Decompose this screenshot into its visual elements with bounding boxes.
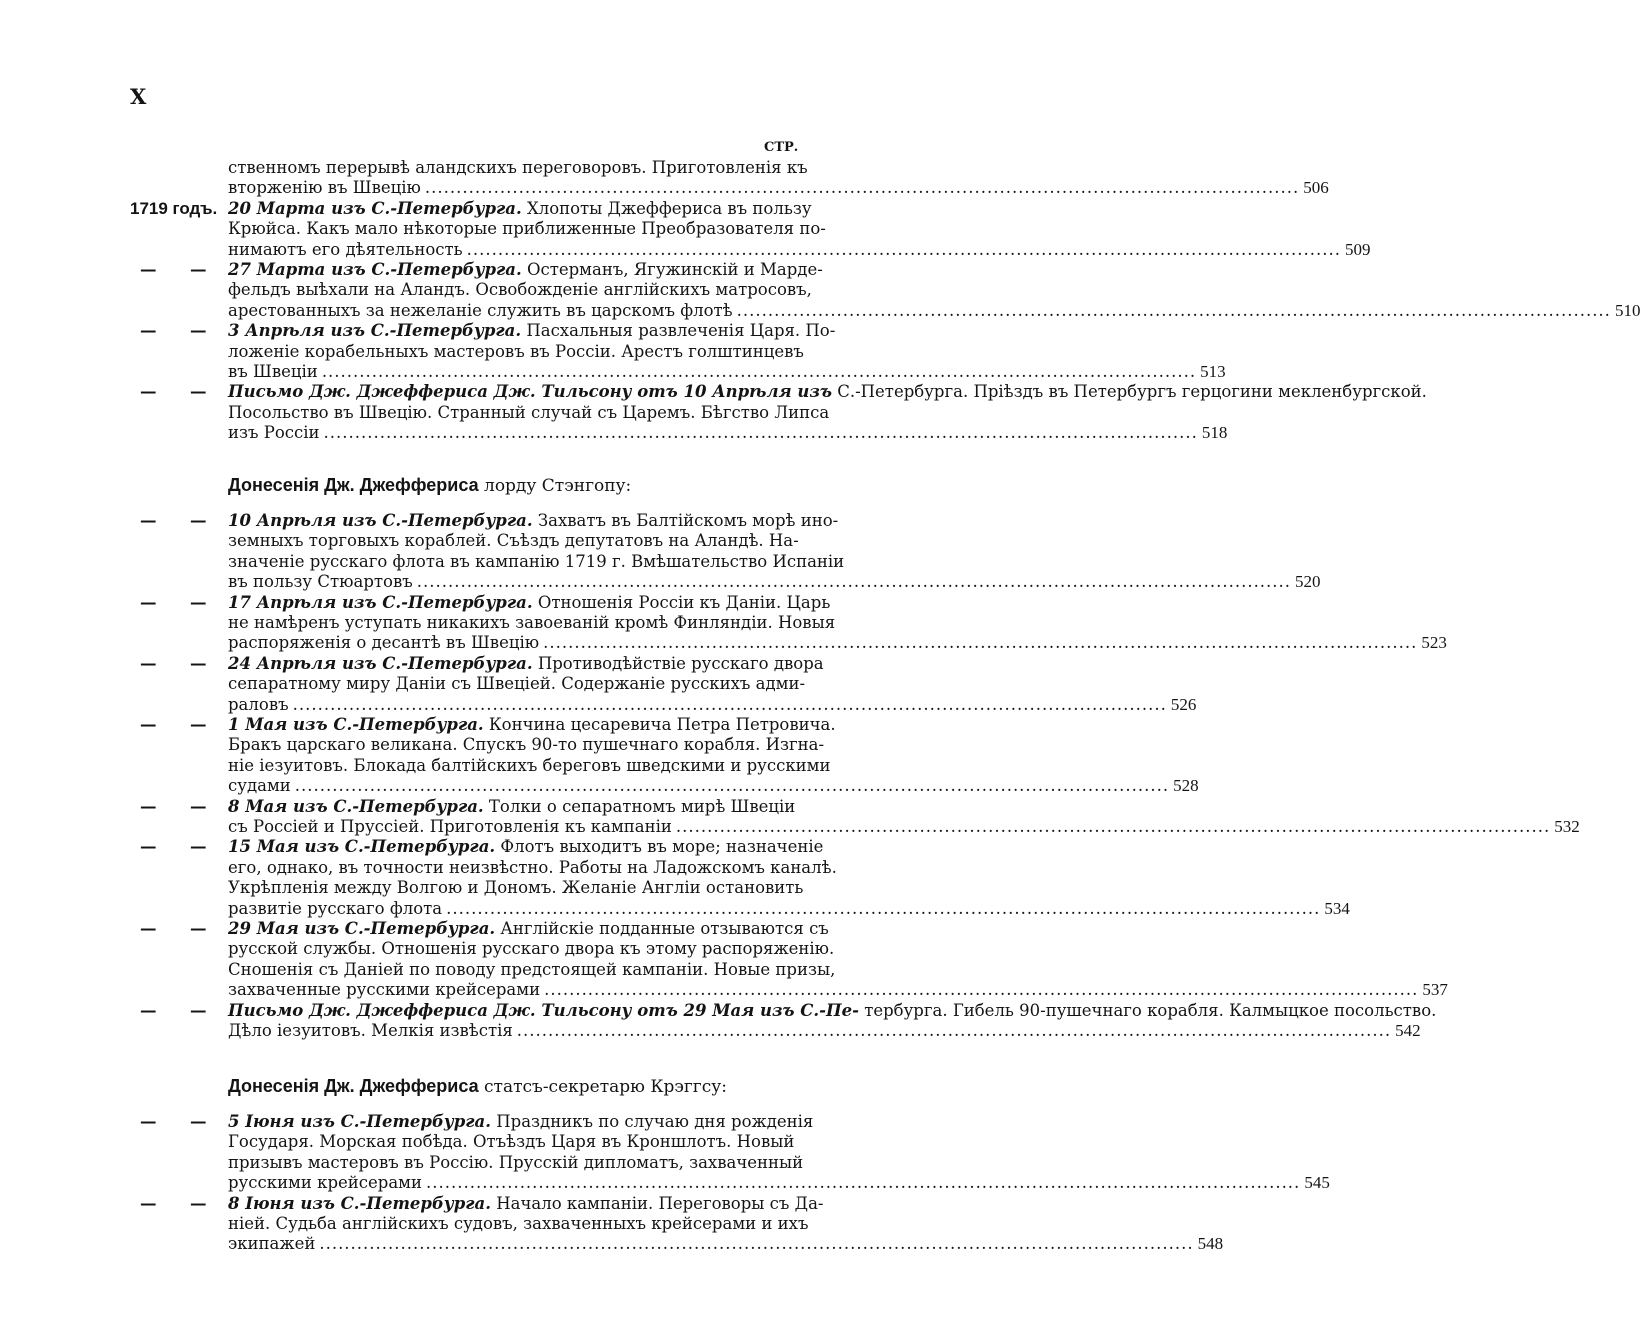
- entry-line: 1 Мая изъ С.-Петербурга. Кончина цесаревича Петра Петровича.: [228, 715, 836, 734]
- toc-entry: [130, 382, 1427, 443]
- entry-date: 5 Іюня изъ С.-Петербурга.: [228, 1112, 491, 1131]
- leader-dots: ............................................................................................................................................: [416, 572, 1292, 592]
- ditto-dash: —: [140, 715, 157, 734]
- entry-last-text: развитіе русскаго флота: [228, 898, 443, 918]
- leader-dots: ............................................................................................................................................: [321, 361, 1197, 381]
- page-number: 537: [1422, 980, 1448, 1000]
- entry-last-text: съ Россіей и Пруссіей. Приготовленія къ кампаніи: [228, 816, 672, 836]
- leader-dots: ............................................................................................................................................: [446, 898, 1321, 918]
- entry-last-text: вторженію въ Швецію: [228, 178, 421, 198]
- leader-dots: ............................................................................................................................................: [424, 178, 1300, 198]
- entry-last-text: судами: [228, 776, 291, 796]
- entry-line: 3 Апрѣля изъ С.-Петербурга. Пасхальныя развлеченія Царя. По-: [228, 321, 836, 341]
- entry-last-text: Дѣло іезуитовъ. Мелкія извѣстія: [228, 1020, 513, 1040]
- entry-line: 29 Мая изъ С.-Петербурга. Англійскіе подданные отзываются съ: [228, 919, 829, 938]
- entry-date: 27 Марта изъ С.-Петербурга.: [228, 260, 522, 279]
- leader-dots: ............................................................................................................................................: [294, 776, 1170, 796]
- entry-line: ложеніе корабельныхъ мастеровъ въ Россіи. Арестъ голштинцевъ: [228, 341, 804, 361]
- entry-text: [228, 837, 1350, 919]
- entry-last-line: [228, 239, 1371, 260]
- page-number: 532: [1554, 816, 1580, 836]
- ditto-dash: —: [190, 1112, 207, 1131]
- toc-entry: [130, 837, 1350, 919]
- ditto-dash: —: [190, 1193, 207, 1213]
- entry-line: ніе іезуитовъ. Блокада балтійскихъ береговъ шведскими и русскими: [228, 755, 831, 775]
- ditto-dash: —: [140, 321, 157, 341]
- page-number: 513: [1200, 361, 1226, 381]
- entry-line: ственномъ перерывѣ аландскихъ переговоровъ. Приготовленія къ: [228, 158, 808, 177]
- entry-last-line: [228, 178, 1329, 198]
- entry-last-line: [228, 633, 1447, 653]
- ditto-dash: —: [190, 796, 207, 816]
- entry-date: 15 Мая изъ С.-Петербурга.: [228, 837, 496, 857]
- toc-entry: [130, 653, 1197, 715]
- ditto-dash: —: [190, 592, 207, 612]
- section-heading-strong: Донесенія Дж. Джеффериса: [228, 1076, 479, 1096]
- page-number: 510: [1614, 300, 1640, 320]
- toc-entry: [130, 796, 1580, 838]
- entry-line: значеніе русскаго флота въ кампанію 1719 г. Вмѣшательство Испаніи: [228, 551, 845, 571]
- ditto-dash: —: [140, 919, 157, 938]
- toc-entry: [130, 321, 1226, 382]
- entry-line: Сношенія съ Даніей по поводу предстоящей кампаніи. Новые призы,: [228, 959, 836, 979]
- leader-dots: ............................................................................................................................................: [544, 980, 1419, 1000]
- page-number: 506: [1303, 178, 1329, 198]
- ditto-dash: —: [140, 382, 157, 402]
- toc-entry: [130, 158, 1329, 199]
- page-number: 542: [1395, 1020, 1421, 1040]
- entry-text: [228, 796, 1580, 838]
- toc-entry: [130, 715, 1199, 797]
- section-heading: [228, 1076, 727, 1097]
- page-roman-number: X: [130, 84, 148, 109]
- entry-last-line: [228, 572, 1321, 592]
- page-number: 545: [1304, 1173, 1330, 1193]
- ditto-dash: —: [140, 1000, 157, 1020]
- entry-last-text: въ пользу Стюартовъ: [228, 572, 413, 592]
- entry-last-text: арестованныхъ за нежеланіе служить въ царскомъ флотѣ: [228, 300, 733, 320]
- entry-last-line: [228, 1234, 1224, 1254]
- entry-text: [228, 198, 1371, 260]
- entry-last-text: захваченные русскими крейсерами: [228, 980, 541, 1000]
- toc-entry: [130, 260, 1640, 321]
- entry-last-line: [228, 816, 1580, 837]
- entry-line: 5 Іюня изъ С.-Петербурга. Праздникъ по случаю дня рожденія: [228, 1112, 814, 1131]
- entry-line: 24 Апрѣля изъ С.-Петербурга. Противодѣйствіе русскаго двора: [228, 653, 824, 673]
- page-number: 526: [1170, 694, 1197, 714]
- toc-entry: [130, 592, 1447, 654]
- section-heading: [228, 475, 631, 496]
- entry-last-text: экипажей: [228, 1234, 316, 1254]
- entry-line: Укрѣпленія между Волгою и Дономъ. Желаніе Англіи остановить: [228, 878, 804, 898]
- entry-line: Посольство въ Швецію. Странный случай съ Царемъ. Бѣгство Липса: [228, 402, 830, 422]
- entry-line: его, однако, въ точности неизвѣстно. Работы на Ладожскомъ каналѣ.: [228, 857, 837, 877]
- ditto-dash: —: [190, 715, 207, 734]
- entry-line: русской службы. Отношенія русскаго двора къ этому распоряженію.: [228, 939, 835, 959]
- entry-last-line: [228, 300, 1640, 321]
- entry-last-line: [228, 776, 1199, 796]
- ditto-dash: —: [140, 511, 157, 530]
- toc-entry: [130, 1000, 1437, 1042]
- page-number: 509: [1344, 239, 1371, 259]
- entry-last-line: [228, 423, 1228, 443]
- entry-last-text: русскими крейсерами: [228, 1173, 423, 1193]
- page-number: 528: [1173, 776, 1199, 796]
- entry-last-line: [228, 898, 1350, 919]
- entry-text: [228, 592, 1447, 654]
- leader-dots: ............................................................................................................................................: [426, 1173, 1301, 1193]
- entry-date: 20 Марта изъ С.-Петербурга.: [228, 198, 522, 218]
- entry-line: сепаратному миру Даніи съ Швеціей. Содержаніе русскихъ адми-: [228, 674, 806, 694]
- entry-line: Письмо Дж. Джеффериса Дж. Тильсону отъ 29 Мая изъ С.-Пе- тербурга. Гибель 90-пушечнаго корабля. Калмыцкое посольство.: [228, 1000, 1437, 1020]
- entry-line: 8 Іюня изъ С.-Петербурга. Начало кампаніи. Переговоры съ Да-: [228, 1193, 824, 1213]
- entry-last-line: [228, 361, 1226, 382]
- page-column-label: СТР.: [764, 140, 799, 155]
- leader-dots: ............................................................................................................................................: [543, 633, 1418, 653]
- entry-line: 20 Марта изъ С.-Петербурга. Хлопоты Джеффериса въ пользу: [228, 198, 812, 218]
- entry-line: призывъ мастеровъ въ Россію. Прусскій дипломатъ, захваченный: [228, 1152, 804, 1172]
- entry-text: [228, 382, 1427, 443]
- page-number: 548: [1197, 1234, 1224, 1254]
- entry-date: 8 Мая изъ С.-Петербурга.: [228, 796, 484, 816]
- entry-date: 29 Мая изъ С.-Петербурга.: [228, 919, 496, 938]
- toc-entry: [130, 198, 1371, 260]
- entry-date: 17 Апрѣля изъ С.-Петербурга.: [228, 592, 533, 612]
- entry-text: [228, 653, 1197, 715]
- ditto-dash: —: [140, 837, 157, 857]
- toc-entry: [130, 919, 1448, 1001]
- ditto-dash: —: [140, 260, 157, 279]
- entry-last-line: [228, 1020, 1421, 1041]
- leader-dots: ............................................................................................................................................: [736, 300, 1611, 320]
- entry-last-text: въ Швеціи: [228, 361, 318, 381]
- ditto-dash: —: [190, 919, 207, 938]
- entry-text: [228, 511, 1321, 593]
- entry-last-text: раловъ: [228, 694, 289, 714]
- ditto-dash: —: [140, 592, 157, 612]
- ditto-dash: —: [190, 260, 207, 279]
- page-number: 518: [1201, 423, 1228, 443]
- leader-dots: ............................................................................................................................................: [516, 1020, 1392, 1040]
- entry-text: [228, 260, 1640, 321]
- entry-text: [228, 158, 1329, 199]
- entry-text: [228, 321, 1226, 382]
- ditto-dash: —: [140, 1112, 157, 1131]
- entry-text: [228, 715, 1199, 797]
- ditto-dash: —: [190, 511, 207, 530]
- entry-line: Крюйса. Какъ мало нѣкоторые приближенные Преобразователя по-: [228, 219, 826, 239]
- entry-date: 3 Апрѣля изъ С.-Петербурга.: [228, 321, 522, 341]
- entry-date: 8 Іюня изъ С.-Петербурга.: [228, 1193, 491, 1213]
- entry-last-line: [228, 1173, 1330, 1193]
- leader-dots: ............................................................................................................................................: [292, 694, 1167, 714]
- ditto-dash: —: [140, 1193, 157, 1213]
- section-heading-rest: лорду Стэнгопу:: [478, 476, 632, 496]
- entry-line: 17 Апрѣля изъ С.-Петербурга. Отношенія Россіи къ Даніи. Царь: [228, 592, 831, 612]
- entry-line: 27 Марта изъ С.-Петербурга. Остерманъ, Ягужинскій и Марде-: [228, 260, 823, 279]
- entry-line: Бракъ царскаго великана. Спускъ 90-то пушечнаго корабля. Изгна-: [228, 735, 825, 755]
- ditto-dash: —: [190, 1000, 207, 1020]
- entry-text: [228, 919, 1448, 1001]
- entry-date: Письмо Дж. Джеффериса Дж. Тильсону отъ 29 Мая изъ С.-Пе-: [228, 1000, 859, 1020]
- entry-line: 8 Мая изъ С.-Петербурга. Толки о сепаратномъ мирѣ Швеціи: [228, 796, 796, 816]
- ditto-dash: —: [190, 837, 207, 857]
- entry-date: 24 Апрѣля изъ С.-Петербурга.: [228, 653, 533, 673]
- entry-last-text: изъ Россіи: [228, 423, 320, 443]
- entry-last-line: [228, 980, 1448, 1000]
- entry-line: земныхъ торговыхъ кораблей. Съѣздъ депутатовъ на Аландѣ. На-: [228, 531, 799, 551]
- leader-dots: ............................................................................................................................................: [675, 816, 1551, 836]
- page-number: 534: [1324, 898, 1350, 918]
- page-number: 523: [1421, 633, 1447, 653]
- entry-line: Письмо Дж. Джеффериса Дж. Тильсону отъ 10 Апрѣля изъ С.-Петербурга. Пріѣздъ въ Петербургъ герцогини мекленбургской.: [228, 382, 1427, 402]
- toc-entry: [130, 1112, 1330, 1194]
- entry-last-line: [228, 694, 1197, 715]
- section-heading-strong: Донесенія Дж. Джеффериса: [228, 475, 479, 495]
- entry-line: не намѣренъ уступать никакихъ завоеваній кромѣ Финляндіи. Новыя: [228, 612, 836, 632]
- page-number: 520: [1295, 572, 1321, 592]
- ditto-dash: —: [190, 321, 207, 341]
- toc-entry: [130, 1193, 1224, 1255]
- leader-dots: ............................................................................................................................................: [466, 239, 1341, 259]
- entry-line: ніей. Судьба англійскихъ судовъ, захваченныхъ крейсерами и ихъ: [228, 1213, 809, 1233]
- entry-last-text: нимаютъ его дѣятельность: [228, 239, 463, 259]
- leader-dots: ............................................................................................................................................: [323, 423, 1198, 443]
- leader-dots: ............................................................................................................................................: [319, 1234, 1194, 1254]
- ditto-dash: —: [140, 653, 157, 673]
- toc-entry: [130, 511, 1321, 593]
- entry-text: [228, 1112, 1330, 1194]
- ditto-dash: —: [190, 382, 207, 402]
- entry-line: фельдъ выѣхали на Аландъ. Освобожденіе англійскихъ матросовъ,: [228, 280, 812, 300]
- entry-date: 10 Апрѣля изъ С.-Петербурга.: [228, 511, 533, 530]
- entry-text: [228, 1193, 1224, 1255]
- ditto-dash: —: [140, 796, 157, 816]
- entry-last-text: распоряженія о десантѣ въ Швецію: [228, 633, 540, 653]
- entry-line: 15 Мая изъ С.-Петербурга. Флотъ выходитъ въ море; назначеніе: [228, 837, 824, 857]
- entry-text: [228, 1000, 1437, 1042]
- year-label: 1719 годъ.: [130, 198, 218, 218]
- section-heading-rest: статсъ-секретарю Крэггсу:: [478, 1077, 727, 1097]
- entry-line: Государя. Морская побѣда. Отъѣздъ Царя въ Кроншлотъ. Новый: [228, 1132, 795, 1152]
- entry-line: 10 Апрѣля изъ С.-Петербурга. Захватъ въ Балтійскомъ морѣ ино-: [228, 511, 839, 530]
- entry-date: 1 Мая изъ С.-Петербурга.: [228, 715, 484, 734]
- ditto-dash: —: [190, 653, 207, 673]
- entry-date: Письмо Дж. Джеффериса Дж. Тильсону отъ 10 Апрѣля изъ: [228, 382, 832, 402]
